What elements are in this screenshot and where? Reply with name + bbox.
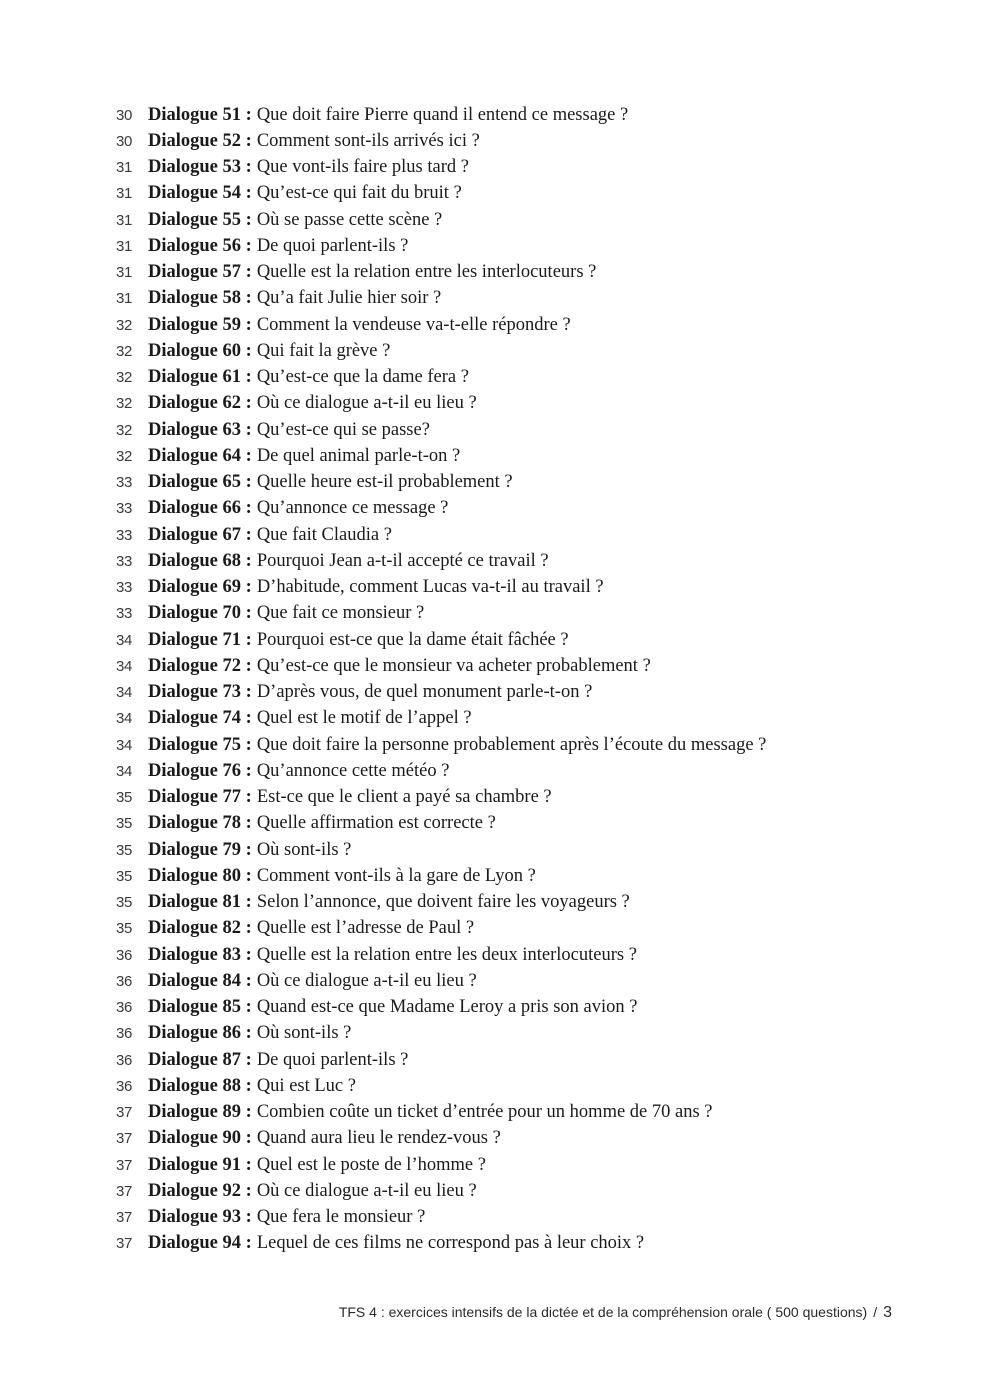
toc-page-number: 33 — [116, 526, 133, 544]
toc-question: Qu’est-ce que la dame fera ? — [256, 367, 469, 388]
toc-row — [104, 1231, 924, 1257]
toc-row — [104, 522, 924, 548]
toc-page-number: 37 — [116, 1104, 133, 1122]
toc-page-number: 35 — [116, 867, 133, 885]
toc-row — [104, 1021, 924, 1047]
toc-question: Comment vont-ils à la gare de Lyon ? — [256, 865, 536, 886]
toc-dialogue-label: Dialogue 90 : — [148, 1128, 252, 1149]
toc-dialogue-label: Dialogue 88 : — [148, 1075, 252, 1096]
toc-page-number: 33 — [116, 500, 133, 518]
toc-dialogue-label: Dialogue 69 : — [148, 577, 252, 598]
toc-question: De quoi parlent-ils ? — [256, 235, 409, 256]
toc-row — [104, 863, 924, 889]
toc-row — [104, 1073, 924, 1099]
toc-question: Où sont-ils ? — [256, 839, 352, 860]
toc-row — [104, 1205, 924, 1231]
toc-row — [104, 1047, 924, 1073]
toc-page-number: 35 — [116, 894, 133, 912]
toc-row — [104, 916, 924, 942]
toc-page-number: 32 — [116, 395, 133, 413]
toc-dialogue-label: Dialogue 93 : — [148, 1207, 252, 1228]
toc-page-number: 31 — [116, 264, 133, 282]
toc-row — [104, 1100, 924, 1126]
toc-question: Que fera le monsieur ? — [256, 1207, 426, 1228]
toc-dialogue-label: Dialogue 51 : — [148, 104, 252, 125]
toc-question: Qu’a fait Julie hier soir ? — [256, 288, 442, 309]
footer-title: TFS 4 : exercices intensifs de la dictée et de la compréhension orale ( 500 questions) — [338, 1304, 868, 1320]
toc-question: D’habitude, comment Lucas va-t-il au travail ? — [256, 577, 604, 598]
toc-page-number: 31 — [116, 290, 133, 308]
toc-dialogue-label: Dialogue 54 : — [148, 183, 252, 204]
toc-row — [104, 680, 924, 706]
toc-question: Que doit faire Pierre quand il entend ce message ? — [256, 104, 629, 125]
toc-row — [104, 365, 924, 391]
toc-page-number: 33 — [116, 552, 133, 570]
toc-question: Que doit faire la personne probablement après l’écoute du message ? — [256, 734, 767, 755]
toc-question: Où se passe cette scène ? — [256, 209, 443, 230]
toc-question: Quand aura lieu le rendez-vous ? — [256, 1128, 501, 1149]
toc-question: Qu’est-ce qui se passe? — [256, 419, 430, 440]
toc-row — [104, 233, 924, 259]
toc-row — [104, 995, 924, 1021]
toc-page-number: 34 — [116, 762, 133, 780]
toc-dialogue-label: Dialogue 62 : — [148, 393, 252, 414]
toc-page-number: 33 — [116, 474, 133, 492]
toc-question: Qu’est-ce qui fait du bruit ? — [256, 183, 462, 204]
toc-page-number: 31 — [116, 159, 133, 177]
toc-page-number: 36 — [116, 1051, 133, 1069]
toc-row — [104, 627, 924, 653]
toc-page-number: 34 — [116, 657, 133, 675]
toc-dialogue-label: Dialogue 72 : — [148, 655, 252, 676]
toc-dialogue-label: Dialogue 80 : — [148, 865, 252, 886]
toc-list — [104, 102, 924, 1257]
toc-row — [104, 785, 924, 811]
toc-dialogue-label: Dialogue 70 : — [148, 603, 252, 624]
toc-dialogue-label: Dialogue 85 : — [148, 997, 252, 1018]
toc-dialogue-label: Dialogue 63 : — [148, 419, 252, 440]
toc-dialogue-label: Dialogue 75 : — [148, 734, 252, 755]
toc-question: De quoi parlent-ils ? — [256, 1049, 409, 1070]
toc-page-number: 34 — [116, 684, 133, 702]
toc-page-number: 32 — [116, 316, 133, 334]
footer-separator: / — [873, 1304, 878, 1320]
toc-question: Quelle affirmation est correcte ? — [256, 813, 496, 834]
toc-question: Qu’annonce ce message ? — [256, 498, 449, 519]
toc-row — [104, 1126, 924, 1152]
toc-dialogue-label: Dialogue 89 : — [148, 1102, 252, 1123]
toc-page-number: 30 — [116, 132, 133, 150]
toc-page-number: 37 — [116, 1156, 133, 1174]
toc-page-number: 36 — [116, 946, 133, 964]
toc-question: Quand est-ce que Madame Leroy a pris son avion ? — [256, 997, 638, 1018]
toc-page-number: 35 — [116, 815, 133, 833]
toc-dialogue-label: Dialogue 83 : — [148, 944, 252, 965]
toc-question: Est-ce que le client a payé sa chambre ? — [256, 787, 552, 808]
toc-page-number: 34 — [116, 710, 133, 728]
toc-page-number: 33 — [116, 579, 133, 597]
toc-question: Pourquoi est-ce que la dame était fâchée ? — [256, 629, 569, 650]
toc-page-number: 31 — [116, 211, 133, 229]
toc-question: Pourquoi Jean a-t-il accepté ce travail ? — [256, 550, 549, 571]
toc-page-number: 32 — [116, 447, 133, 465]
toc-question: Que vont-ils faire plus tard ? — [256, 157, 469, 178]
toc-row — [104, 207, 924, 233]
toc-question: Que fait Claudia ? — [256, 524, 392, 545]
toc-dialogue-label: Dialogue 65 : — [148, 472, 252, 493]
toc-dialogue-label: Dialogue 79 : — [148, 839, 252, 860]
toc-row — [104, 391, 924, 417]
toc-row — [104, 1152, 924, 1178]
toc-dialogue-label: Dialogue 77 : — [148, 787, 252, 808]
toc-row — [104, 706, 924, 732]
toc-dialogue-label: Dialogue 55 : — [148, 209, 252, 230]
toc-page-number: 37 — [116, 1235, 133, 1253]
toc-question: Qui fait la grève ? — [256, 340, 391, 361]
toc-row — [104, 1178, 924, 1204]
toc-question: Comment sont-ils arrivés ici ? — [256, 130, 480, 151]
toc-page-number: 36 — [116, 999, 133, 1017]
toc-question: Quelle heure est-il probablement ? — [256, 472, 513, 493]
toc-question: D’après vous, de quel monument parle-t-on ? — [256, 682, 593, 703]
toc-page-number: 32 — [116, 342, 133, 360]
toc-question: Qu’annonce cette météo ? — [256, 760, 450, 781]
toc-page-number: 33 — [116, 605, 133, 623]
toc-dialogue-label: Dialogue 66 : — [148, 498, 252, 519]
toc-question: Quelle est l’adresse de Paul ? — [256, 918, 475, 939]
toc-page-number: 36 — [116, 972, 133, 990]
toc-row — [104, 470, 924, 496]
toc-dialogue-label: Dialogue 56 : — [148, 235, 252, 256]
toc-row — [104, 496, 924, 522]
toc-row — [104, 181, 924, 207]
toc-page-number: 35 — [116, 789, 133, 807]
page-footer — [339, 1304, 892, 1322]
toc-page-number: 31 — [116, 185, 133, 203]
toc-dialogue-label: Dialogue 61 : — [148, 367, 252, 388]
toc-dialogue-label: Dialogue 74 : — [148, 708, 252, 729]
toc-dialogue-label: Dialogue 57 : — [148, 262, 252, 283]
toc-page-number: 32 — [116, 421, 133, 439]
toc-page-number: 36 — [116, 1025, 133, 1043]
toc-dialogue-label: Dialogue 60 : — [148, 340, 252, 361]
toc-dialogue-label: Dialogue 92 : — [148, 1180, 252, 1201]
toc-dialogue-label: Dialogue 59 : — [148, 314, 252, 335]
toc-page-number: 37 — [116, 1209, 133, 1227]
toc-page-number: 32 — [116, 369, 133, 387]
toc-dialogue-label: Dialogue 84 : — [148, 970, 252, 991]
toc-question: Quelle est la relation entre les interlocuteurs ? — [256, 262, 597, 283]
toc-question: Où sont-ils ? — [256, 1023, 352, 1044]
toc-row — [104, 312, 924, 338]
toc-question: Où ce dialogue a-t-il eu lieu ? — [256, 970, 477, 991]
toc-row — [104, 338, 924, 364]
footer-page-number: 3 — [883, 1304, 892, 1321]
toc-row — [104, 968, 924, 994]
toc-page-number: 36 — [116, 1077, 133, 1095]
toc-page-number: 35 — [116, 920, 133, 938]
toc-row — [104, 732, 924, 758]
toc-dialogue-label: Dialogue 58 : — [148, 288, 252, 309]
toc-dialogue-label: Dialogue 91 : — [148, 1154, 252, 1175]
toc-dialogue-label: Dialogue 64 : — [148, 445, 252, 466]
toc-row — [104, 260, 924, 286]
toc-dialogue-label: Dialogue 81 : — [148, 892, 252, 913]
toc-question: Qu’est-ce que le monsieur va acheter probablement ? — [256, 655, 651, 676]
toc-dialogue-label: Dialogue 67 : — [148, 524, 252, 545]
toc-question: De quel animal parle-t-on ? — [256, 445, 461, 466]
toc-row — [104, 890, 924, 916]
toc-question: Selon l’annonce, que doivent faire les voyageurs ? — [256, 892, 630, 913]
toc-page-number: 30 — [116, 106, 133, 124]
toc-question: Combien coûte un ticket d’entrée pour un homme de 70 ans ? — [256, 1102, 713, 1123]
toc-row — [104, 601, 924, 627]
toc-question: Comment la vendeuse va-t-elle répondre ? — [256, 314, 571, 335]
toc-dialogue-label: Dialogue 86 : — [148, 1023, 252, 1044]
toc-row — [104, 811, 924, 837]
toc-page-number: 35 — [116, 841, 133, 859]
toc-question: Que fait ce monsieur ? — [256, 603, 425, 624]
toc-question: Quelle est la relation entre les deux interlocuteurs ? — [256, 944, 637, 965]
toc-dialogue-label: Dialogue 94 : — [148, 1233, 252, 1254]
toc-question: Quel est le poste de l’homme ? — [256, 1154, 486, 1175]
toc-question: Lequel de ces films ne correspond pas à leur choix ? — [256, 1233, 645, 1254]
toc-row — [104, 575, 924, 601]
toc-row — [104, 942, 924, 968]
toc-page-number: 37 — [116, 1182, 133, 1200]
toc-question: Où ce dialogue a-t-il eu lieu ? — [256, 393, 477, 414]
toc-dialogue-label: Dialogue 82 : — [148, 918, 252, 939]
toc-row — [104, 548, 924, 574]
toc-row — [104, 286, 924, 312]
toc-dialogue-label: Dialogue 52 : — [148, 130, 252, 151]
toc-row — [104, 653, 924, 679]
toc-row — [104, 102, 924, 128]
toc-question: Quel est le motif de l’appel ? — [256, 708, 472, 729]
toc-dialogue-label: Dialogue 68 : — [148, 550, 252, 571]
toc-row — [104, 443, 924, 469]
toc-page-number: 31 — [116, 237, 133, 255]
toc-row — [104, 758, 924, 784]
toc-dialogue-label: Dialogue 87 : — [148, 1049, 252, 1070]
toc-dialogue-label: Dialogue 78 : — [148, 813, 252, 834]
toc-page-number: 37 — [116, 1130, 133, 1148]
toc-question: Où ce dialogue a-t-il eu lieu ? — [256, 1180, 477, 1201]
toc-page-number: 34 — [116, 736, 133, 754]
toc-row — [104, 837, 924, 863]
toc-dialogue-label: Dialogue 73 : — [148, 682, 252, 703]
toc-dialogue-label: Dialogue 76 : — [148, 760, 252, 781]
toc-question: Qui est Luc ? — [256, 1075, 356, 1096]
toc-dialogue-label: Dialogue 71 : — [148, 629, 252, 650]
toc-row — [104, 128, 924, 154]
toc-page-number: 34 — [116, 631, 133, 649]
toc-row — [104, 417, 924, 443]
toc-dialogue-label: Dialogue 53 : — [148, 157, 252, 178]
toc-row — [104, 155, 924, 181]
